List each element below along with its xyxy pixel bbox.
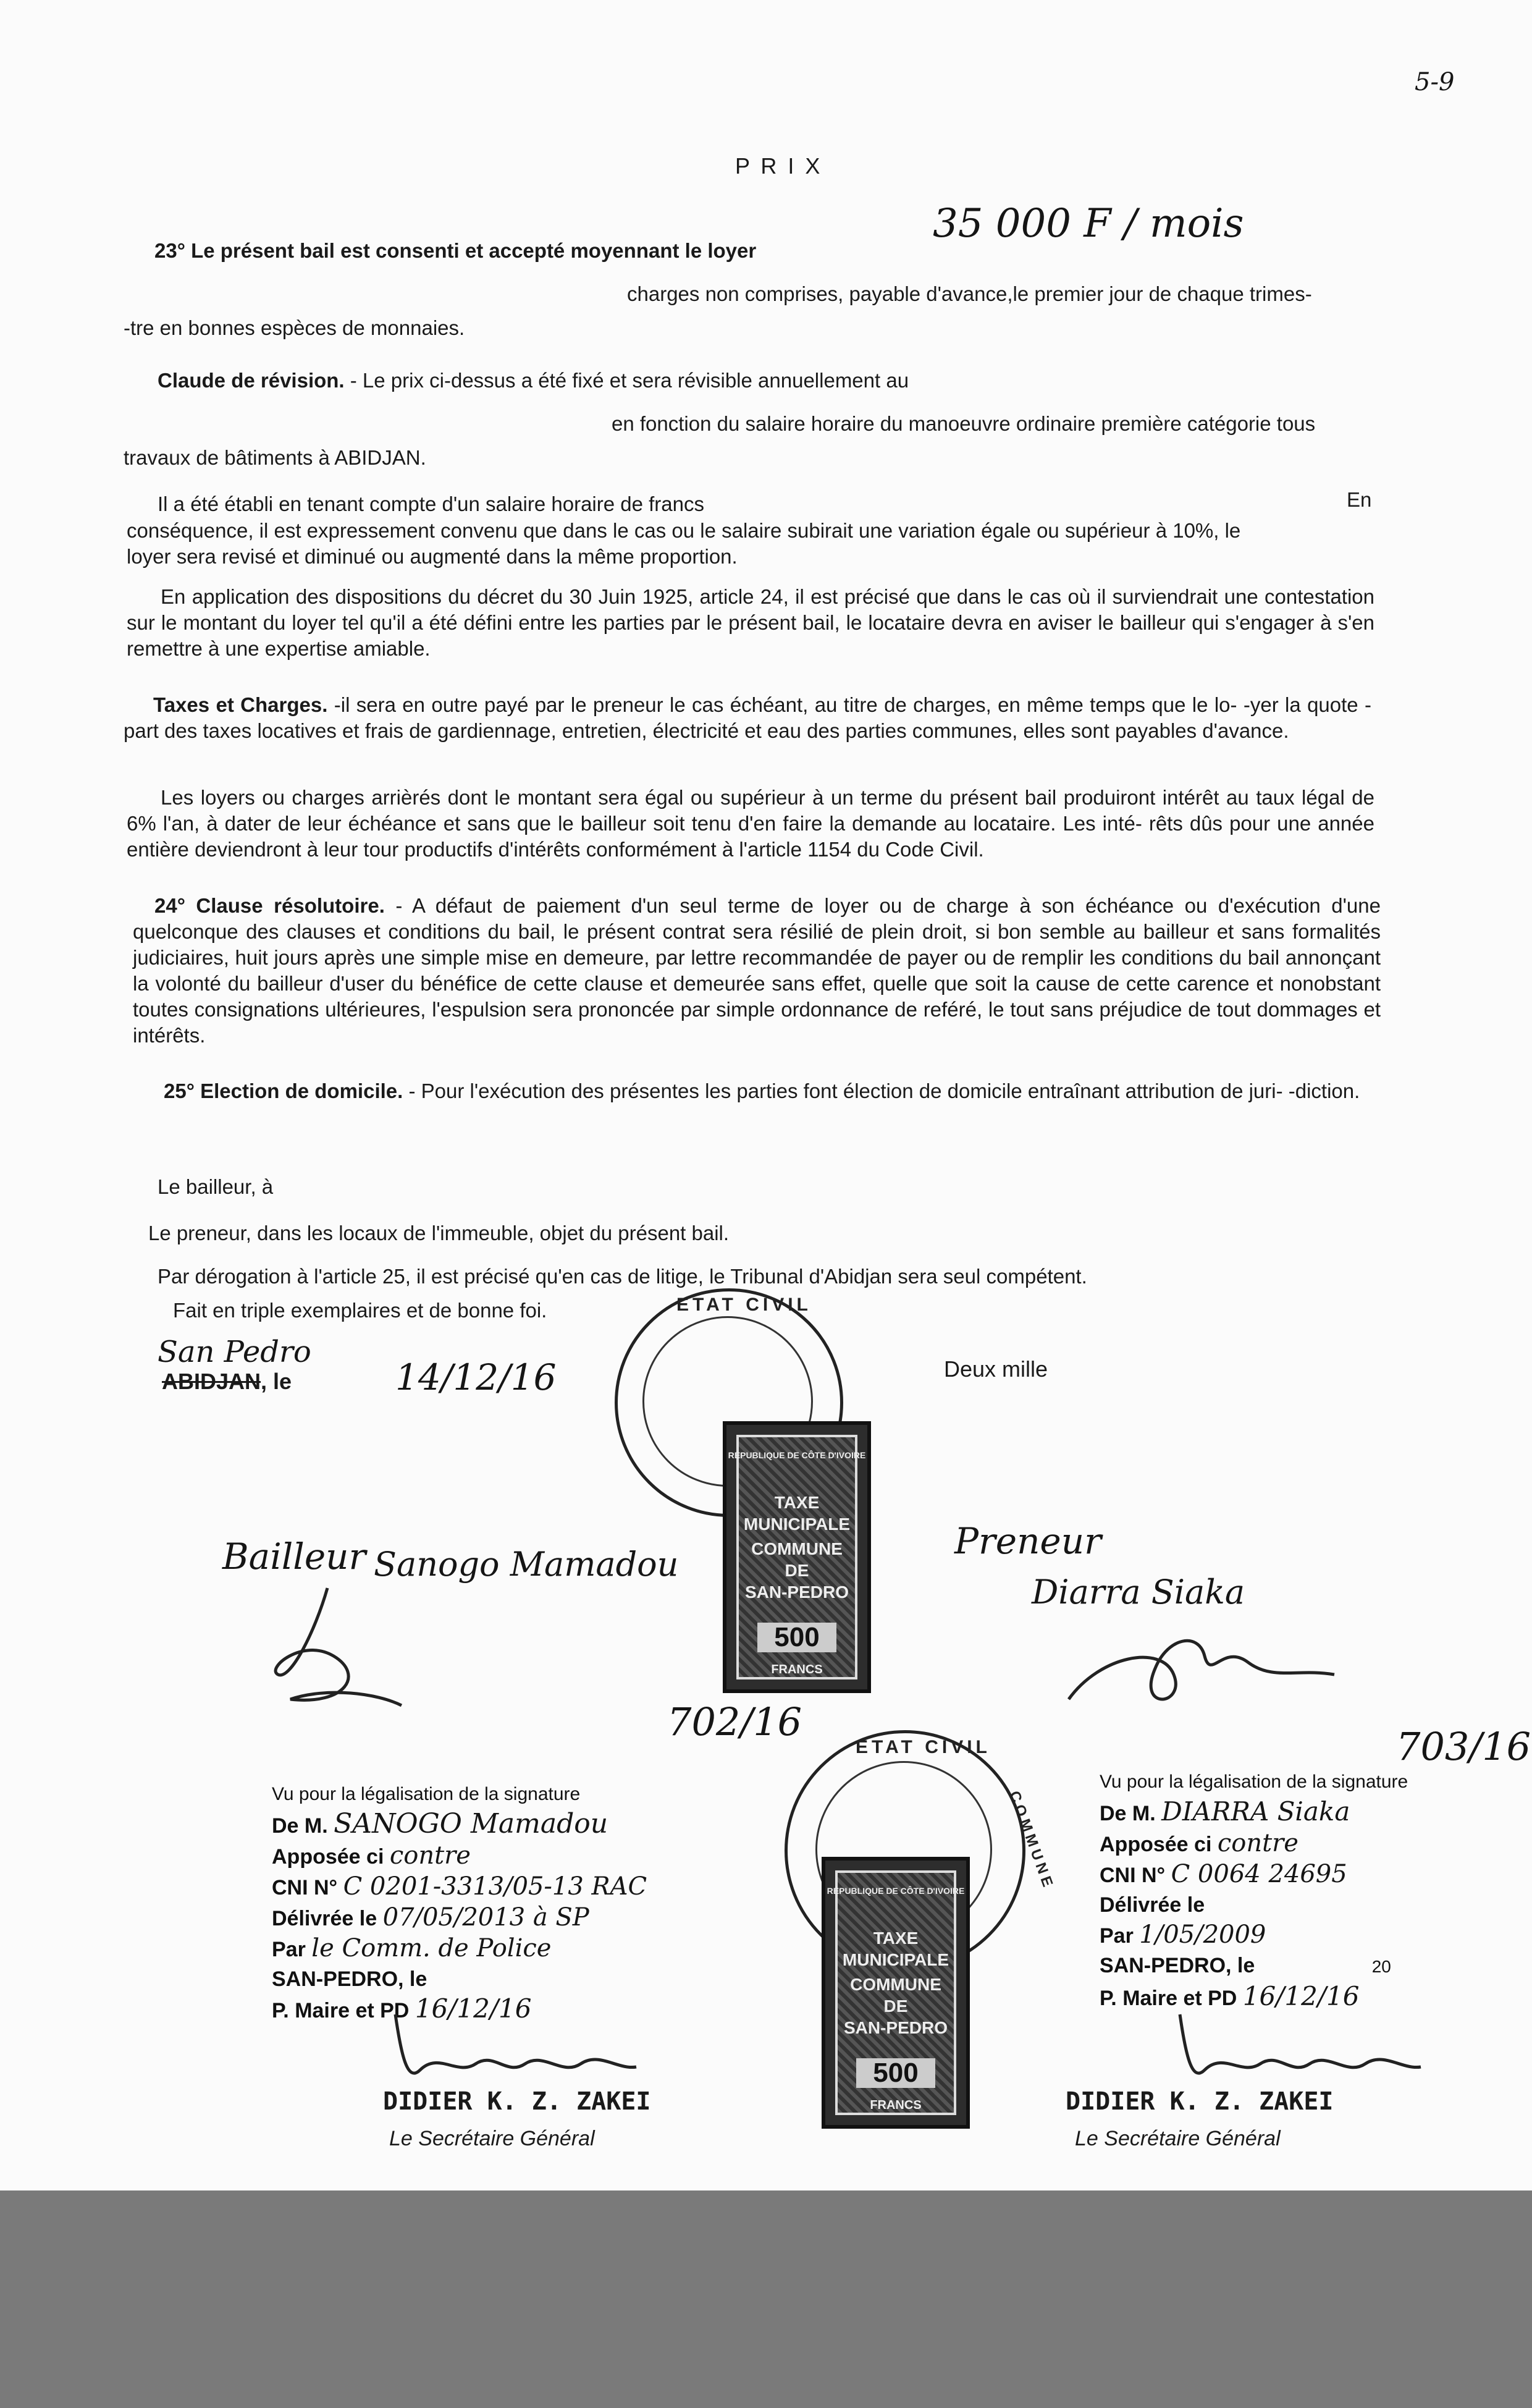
legal-left-par-hw: le Comm. de Police	[311, 1934, 552, 1962]
legal-left-signatory: DIDIER K. Z. ZAKEI	[383, 2087, 651, 2116]
legalisation-right	[1100, 1767, 1408, 2013]
legal-right-sanpedro-year: 20	[1371, 1957, 1391, 1976]
handwritten-rent: 35 000 F / mois	[933, 201, 1244, 247]
legal-left-sanpedro-row	[272, 1964, 647, 1994]
legal-left-delivree: Délivrée le	[272, 1907, 377, 1930]
signature-stroke	[276, 1588, 402, 1705]
seal-text-bottom: ETAT CIVIL	[856, 1737, 991, 1757]
stamp-line3: COMMUNE	[751, 1539, 843, 1558]
legal-right-de-m-row	[1100, 1797, 1408, 1828]
legal-right-signature	[1168, 2008, 1427, 2095]
signature-stroke	[395, 2014, 636, 2073]
legal-right-date-hw: 16/12/16	[1242, 1981, 1360, 2011]
legal-left-date-hw: 16/12/16	[415, 1993, 532, 2024]
legal-right-cni: CNI N°	[1100, 1864, 1166, 1887]
article-23-line2: charges non comprises, payable d'avance,le premier jour de chaque trimes-	[627, 282, 1312, 305]
article-24-text: - A défaut de paiement d'un seul terme de loyer ou de charge à son échéance ou d'exécution d'une quelconque des clauses et conditions du bail, le présent contrat sera résilié de plein droit, si bon semble au bailleur et sans formalités judiciaires, huit jours après une simple mise en demeure, par lettre recommandée de payer ou de remplir les conditions du bail annonçant la volonté du bailleur d'user du bénéfice de cette clause et demeurée sans effet, quelle que soit la cause de cette carence et nonobstant toutes consignations ultérieures, l'espulsion sera prononcée par simple ordonnance de reféré, le tout sans préjudice de tout dommages et intérêts.	[133, 894, 1381, 1047]
seal-text-bottom-2: COMMUNE	[1006, 1788, 1058, 1893]
seal-text-top: ETAT CIVIL	[676, 1295, 812, 1315]
legal-right-apposee-hw: contre	[1217, 1829, 1298, 1857]
legal-right-signatory: DIDIER K. Z. ZAKEI	[1066, 2087, 1334, 2116]
preneur-signature	[1063, 1619, 1347, 1718]
legal-right-sanpedro-row	[1100, 1951, 1408, 1982]
article-25-paragraph	[130, 1078, 1378, 1104]
article-25-heading: 25° Election de domicile.	[164, 1079, 403, 1102]
legal-right-vu: Vu pour la légalisation de la signature	[1100, 1772, 1408, 1792]
revision-line3: travaux de bâtiments à ABIDJAN.	[124, 446, 426, 469]
legal-left-par-row	[272, 1933, 647, 1964]
deux-mille: Deux mille	[944, 1356, 1048, 1382]
legal-right-delivree: Délivrée le	[1100, 1893, 1205, 1917]
bailleur-name-handwritten: Sanogo Mamadou	[374, 1545, 679, 1584]
stamp-value: 500	[856, 2058, 935, 2088]
corner-mark: 5-9	[1415, 68, 1455, 96]
tax-stamp-top	[723, 1421, 871, 1693]
legal-left-number: 702/16	[667, 1699, 802, 1744]
preneur-name-handwritten: Diarra Siaka	[1032, 1573, 1245, 1612]
legal-left-role: Le Secrétaire Général	[389, 2127, 595, 2150]
preneur-line: Le preneur, dans les locaux de l'immeuble, objet du présent bail.	[148, 1222, 730, 1244]
taxes-paragraph	[124, 692, 1371, 744]
taxes-heading: Taxes et Charges.	[153, 693, 328, 716]
legalisation-left	[272, 1780, 647, 2026]
legal-right-par-hw: 1/05/2009	[1139, 1920, 1266, 1949]
legal-left-apposee: Apposée ci	[272, 1845, 384, 1869]
stamp-currency: FRANCS	[870, 2098, 922, 2112]
article-23-line3: -tre en bonnes espèces de monnaies.	[124, 316, 465, 339]
legal-left-maire: P. Maire et PD	[272, 1999, 410, 2022]
decret-paragraph	[127, 584, 1374, 662]
place-suffix: , le	[261, 1369, 292, 1394]
arrieres-text: Les loyers ou charges arrièrés dont le montant sera égal ou supérieur à un terme du présent bail produiront intérêt au taux légal de 6% l'an, à dater de leur échéance et sans que le bailleur soit tenu d'en faire la demande au locataire. Les inté- rêts dûs pour une année entière deviendront à leur tour productifs d'intérêts conformément à l'article 1154 du Code Civil.	[127, 786, 1374, 861]
revision-line1	[158, 368, 909, 394]
salaire-line1-end: En	[1347, 488, 1372, 511]
legal-right-par-row	[1100, 1920, 1408, 1951]
article-25-text: - Pour l'exécution des présentes les parties font élection de domicile entraînant attribution de juri- -diction.	[408, 1079, 1360, 1102]
page-title: P R I X	[735, 153, 823, 179]
stamp-line3: COMMUNE	[850, 1975, 941, 1994]
legal-right-cni-row	[1100, 1859, 1408, 1890]
stamp-line5: SAN-PEDRO	[744, 1582, 849, 1602]
legal-left-signature	[383, 2008, 642, 2095]
legal-right-de-m-hw: DIARRA Siaka	[1161, 1796, 1350, 1827]
legal-left-par: Par	[272, 1938, 306, 1961]
bailleur-line: Le bailleur, à	[158, 1175, 274, 1198]
legal-right-de-m: De M.	[1100, 1802, 1156, 1825]
legal-right-number: 703/16	[1396, 1724, 1531, 1769]
legal-left-apposee-hw: contre	[389, 1841, 471, 1870]
arrieres-paragraph	[127, 785, 1374, 863]
legal-left-delivree-row	[272, 1903, 647, 1933]
article-24-heading: 24° Clause résolutoire.	[154, 894, 385, 917]
article-23-label: 23° Le présent bail est consenti et accepté moyennant le loyer	[154, 239, 757, 262]
article-24-paragraph	[133, 893, 1381, 1049]
bailleur-label-handwritten: Bailleur	[222, 1536, 366, 1578]
legal-left-apposee-row	[272, 1841, 647, 1872]
legal-left-cni-hw: C 0201-3313/05-13 RAC	[343, 1872, 647, 1901]
salaire-line1: Il a été établi en tenant compte d'un salaire horaire de francs	[158, 492, 705, 515]
fait-line: Fait en triple exemplaires et de bonne foi.	[173, 1299, 547, 1322]
revision-heading: Claude de révision.	[158, 369, 345, 392]
stamp-header: RÉPUBLIQUE DE CÔTE D'IVOIRE	[827, 1886, 965, 1896]
stamp-line2: MUNICIPALE	[743, 1515, 851, 1534]
revision-line2: en fonction du salaire horaire du manoeuvre ordinaire première catégorie tous	[612, 412, 1316, 435]
legal-left-cni: CNI N°	[272, 1876, 338, 1899]
salaire-line3: loyer sera revisé et diminué ou augmenté dans la même proportion.	[127, 545, 738, 568]
legal-right-apposee: Apposée ci	[1100, 1833, 1212, 1856]
tax-stamp-bottom	[822, 1857, 970, 2129]
legal-left-sanpedro: SAN-PEDRO, le	[272, 1967, 427, 1991]
salaire-line2: conséquence, il est expressement convenu que dans le cas ou le salaire subirait une variation égale ou supérieur à 10%, le	[127, 519, 1241, 542]
place-line	[162, 1369, 292, 1395]
decret-text: En application des dispositions du décret du 30 Juin 1925, article 24, il est précisé que dans le cas où il surviendrait une contestation sur le montant du loyer tel qu'il a été défini entre les parties par le présent bail, le locataire devra en aviser le bailleur qui s'engager à s'en remettre à une expertise amiable.	[127, 585, 1374, 660]
preneur-label-handwritten: Preneur	[954, 1520, 1101, 1562]
stamp-currency: FRANCS	[771, 1663, 823, 1676]
stamp-line1: TAXE	[873, 1929, 919, 1948]
bailleur-signature	[253, 1582, 414, 1718]
stamp-line5: SAN-PEDRO	[843, 2018, 948, 2037]
derogation-line: Par dérogation à l'article 25, il est précisé qu'en cas de litige, le Tribunal d'Abidjan sera seul compétent.	[158, 1265, 1087, 1288]
stamp-line2: MUNICIPALE	[842, 1950, 949, 1969]
revision-text: - Le prix ci-dessus a été fixé et sera révisible annuellement au	[350, 369, 909, 392]
date-handwritten: 14/12/16	[395, 1356, 557, 1398]
place-struck: ABIDJAN	[162, 1369, 261, 1394]
taxes-text: -il sera en outre payé par le preneur le cas échéant, au titre de charges, en même temps que le lo- -yer la quote - part des taxes locatives et frais de gardiennage, entretien, électricité et eau des parties communes, elles sont payables d'avance.	[124, 693, 1371, 742]
stamp-line4: DE	[785, 1561, 809, 1580]
signature-stroke	[1069, 1641, 1334, 1699]
legal-right-cni-hw: C 0064 24695	[1171, 1860, 1347, 1888]
signature-stroke	[1180, 2014, 1421, 2073]
stamp-header: RÉPUBLIQUE DE CÔTE D'IVOIRE	[728, 1450, 866, 1460]
legal-right-delivree-row	[1100, 1890, 1408, 1920]
legal-left-vu: Vu pour la légalisation de la signature	[272, 1784, 581, 1804]
stamp-line4: DE	[883, 1996, 908, 2016]
legal-right-sanpedro: SAN-PEDRO, le	[1100, 1954, 1255, 1977]
place-handwritten: San Pedro	[158, 1335, 311, 1369]
stamp-value: 500	[757, 1623, 836, 1652]
legal-right-apposee-row	[1100, 1828, 1408, 1859]
legal-right-par: Par	[1100, 1924, 1134, 1948]
legal-left-delivree-hw: 07/05/2013 à SP	[382, 1903, 589, 1932]
legal-left-de-m-hw: SANOGO Mamadou	[334, 1808, 608, 1840]
legal-right-maire: P. Maire et PD	[1100, 1987, 1237, 2010]
legal-left-de-m: De M.	[272, 1814, 328, 1838]
legal-left-cni-row	[272, 1872, 647, 1903]
stamp-line1: TAXE	[774, 1493, 820, 1512]
legal-right-role: Le Secrétaire Général	[1075, 2127, 1281, 2150]
legal-left-de-m-row	[272, 1809, 647, 1841]
